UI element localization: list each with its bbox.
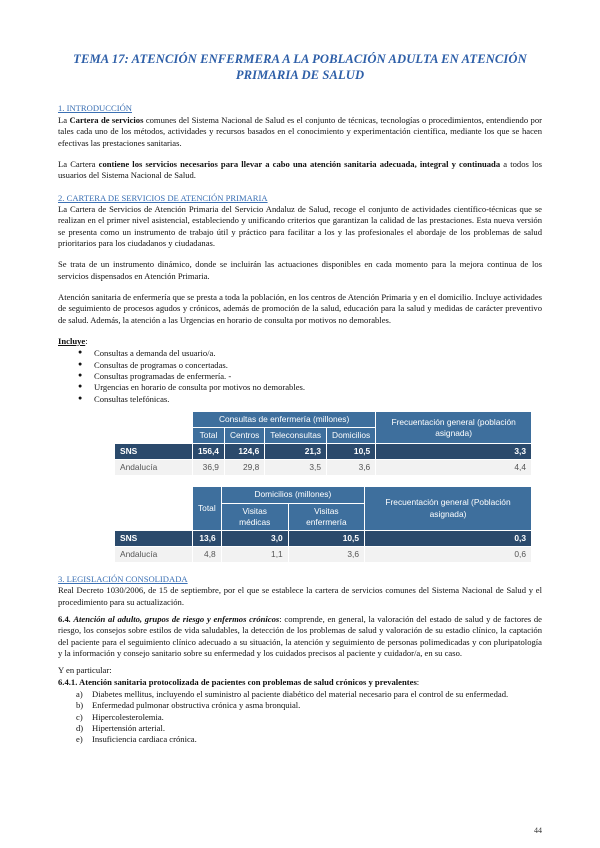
table-row: Andalucía 36,9 29,8 3,5 3,6 4,4 — [115, 460, 532, 476]
list-item: a) Diabetes mellitus, incluyendo el suministro al paciente diabético del material necesario para el control de su enfermedad. — [76, 688, 509, 699]
list-item: ● Urgencias en horario de consulta por motivos no demorables. — [78, 382, 542, 393]
table-group-header: Frecuentación general (población asignada) — [376, 412, 532, 444]
table-group-header: Domicilios (millones) — [221, 487, 364, 503]
table-group-header: Consultas de enfermería (millones) — [193, 412, 376, 428]
table-col-header: Domicilios — [327, 428, 376, 444]
list-item: ● Consultas de programas o concertadas. — [78, 360, 542, 371]
section-heading-cartera: 2. CARTERA DE SERVICIOS DE ATENCIÓN PRIMARIA — [58, 192, 268, 203]
list-item: ● Consultas a demanda del usuario/a. — [78, 348, 542, 359]
incluye-list — [78, 348, 542, 405]
list-item: d) Hipertensión arterial. — [76, 723, 166, 733]
list-item: ● Consultas telefónicas. — [78, 394, 542, 405]
domicilios-table — [114, 486, 532, 562]
list-item: ● Consultas programadas de enfermería. - — [78, 371, 542, 382]
table-group-header: Frecuentación general (Población asignada) — [365, 487, 532, 530]
paragraph: 6.4.1. Atención sanitaria protocolizada de pacientes con problemas de salud crónicos y prevalentes: — [58, 676, 420, 687]
table-col-header: Centros — [224, 428, 264, 444]
paragraph: La Cartera de Servicios de Atención Primaria del Servicio Andaluz de Salud, recoge el conjunto de actividades científico-técnicas que se realizan en el primer nivel asistencial, estableciendo y unificando criterios que garantizan la calidad de las prestaciones. Esta nueva versión se presenta como un instrumento de trabajo útil y práctico para facilitar a los y las profesionales el abordaje de los problemas de salud prioritarios para los ciudadanos y ciudadanas. — [58, 203, 542, 248]
table-row: SNS 156,4 124,6 21,3 10,5 3,3 — [115, 444, 532, 460]
page-title: TEMA 17: ATENCIÓN ENFERMERA A LA POBLACIÓN ADULTA EN ATENCIÓN PRIMARIA DE SALUD — [73, 52, 527, 82]
table-col-header: Total — [193, 428, 225, 444]
paragraph: Real Decreto 1030/2006, de 15 de septiembre, por el que se establece la cartera de servicios comunes del Sistema Nacional de Salud y el procedimiento para su actualización. — [58, 585, 542, 607]
section-heading-legislacion: 3. LEGISLACIÓN CONSOLIDADA — [58, 573, 188, 584]
table-col-header: Total — [193, 487, 222, 530]
table-col-header: Visitas médicas — [221, 503, 288, 530]
list-item: e) Insuficiencia cardiaca crónica. — [76, 734, 197, 745]
table-row: Andalucía 4,8 1,1 3,6 0,6 — [115, 546, 532, 562]
incluye-label: Incluye: — [58, 335, 88, 346]
table-col-header: Visitas enfermería — [288, 503, 364, 530]
paragraph: Atención sanitaria de enfermería que se presta a toda la población, en los centros de Atención Primaria y en el domicilio. Incluye actividades de seguimiento de procesos agudos y crónicos, además de promoción de la salud, educación para la salud y medidas de carácter preventivo de salud. Además, la atención a las Urgencias en horario de consulta por motivos no demorables. — [58, 291, 542, 325]
section-heading-introduccion: 1. INTRODUCCIÓN — [58, 103, 132, 114]
list-item: c) Hipercolesterolemia. — [76, 711, 164, 722]
conditions-list — [76, 689, 542, 746]
paragraph: Y en particular: — [58, 665, 112, 676]
paragraph: 6.4. Atención al adulto, grupos de riesgo y enfermos crónicos: comprende, en general, la valoración del estado de salud y de factores de riesgo, los consejos sobre estilos de vida saludables, la detección de los problemas de salud y valoración de su estadio clínico, la captación del paciente para el seguimiento clínico adecuado a su situación, la atención y seguimiento de personas polimedicadas y con pluripatología y la información y consejo sanitario sobre su enfermedad y los cuidados precisos al paciente y cuidador/a, en su caso. — [58, 613, 542, 658]
page-number: 44 — [534, 826, 542, 835]
table-col-header: Teleconsultas — [265, 428, 327, 444]
consultas-enfermeria-table — [114, 411, 532, 476]
paragraph: Se trata de un instrumento dinámico, donde se incluirán las actuaciones disponibles en cada momento para la mejora continua de los servicios dispensados en Atención Primaria. — [58, 259, 542, 281]
paragraph: La Cartera de servicios comunes del Sistema Nacional de Salud es el conjunto de técnicas, tecnologías o procedimientos, entendiendo por tales cada uno de los métodos, actividades y recursos basados en el conocimiento y experimentación científica, mediante los que se hacen efectivas las prestaciones sanitarias. — [58, 114, 542, 148]
list-item: b) Enfermedad pulmonar obstructiva crónica y asma bronquial. — [76, 700, 301, 711]
paragraph: La Cartera contiene los servicios necesarios para llevar a cabo una atención sanitaria adecuada, integral y continuada a todos los usuarios del Sistema Nacional de Salud. — [58, 158, 542, 181]
table-row: SNS 13,6 3,0 10,5 0,3 — [115, 530, 532, 546]
